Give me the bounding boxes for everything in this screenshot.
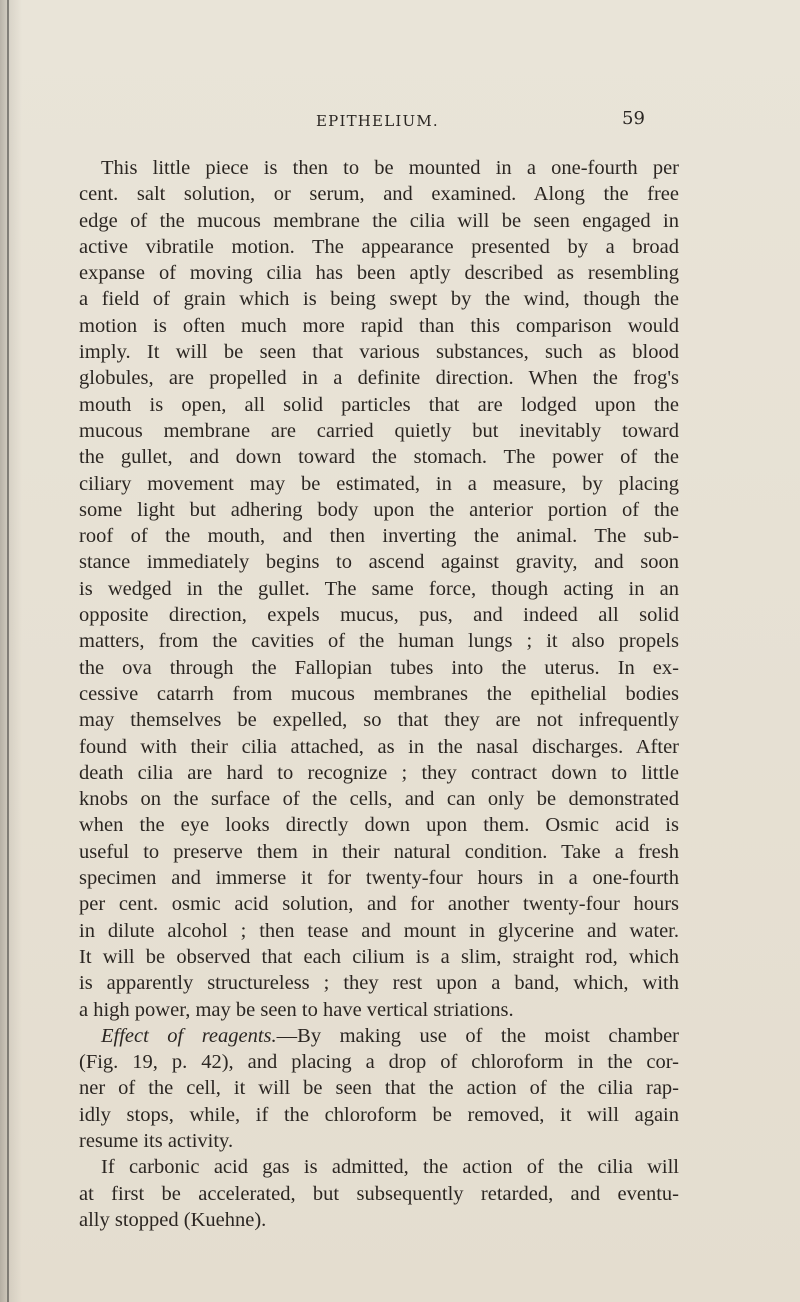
text-line: knobs on the surface of the cells, and can only be demonstrated: [79, 788, 679, 811]
page-number: 59: [622, 108, 645, 129]
text-line: mouth is open, all solid particles that are lodged upon the: [79, 393, 679, 416]
text-line: resume its activity.: [79, 1129, 234, 1152]
text-line: ally stopped (Kuehne).: [79, 1208, 267, 1231]
text-line: is wedged in the gullet. The same force, though acting in an: [79, 577, 679, 600]
text-line: is apparently structureless ; they rest upon a band, which, with: [79, 972, 679, 995]
text-line: imply. It will be seen that various substances, such as blood: [79, 341, 679, 364]
text-line: some light but adhering body upon the anterior portion of the: [79, 498, 679, 521]
text-line: (Fig. 19, p. 42), and placing a drop of chloroform in the cor-: [79, 1051, 679, 1074]
text-line: stance immediately begins to ascend against gravity, and soon: [79, 551, 679, 574]
text-line: in dilute alcohol ; then tease and mount in glycerine and water.: [79, 919, 679, 942]
text-line: opposite direction, expels mucus, pus, and indeed all solid: [79, 604, 679, 627]
paragraph-ciliary-motion: [79, 155, 679, 1023]
text-line: If carbonic acid gas is admitted, the action of the cilia will: [101, 1156, 679, 1179]
text-line: active vibratile motion. The appearance presented by a broad: [79, 235, 679, 258]
section-heading-italic: Effect of reagents.: [101, 1024, 277, 1047]
text-line: motion is often much more rapid than this comparison would: [79, 314, 679, 337]
text-line: when the eye looks directly down upon them. Osmic acid is: [79, 814, 679, 837]
text-line: It will be observed that each cilium is a slim, straight rod, which: [79, 945, 679, 968]
text-line: [79, 1023, 679, 1049]
text-line: the ova through the Fallopian tubes into the uterus. In ex-: [79, 656, 679, 679]
paragraph-carbonic-acid: [79, 1154, 679, 1233]
text-line: found with their cilia attached, as in the nasal discharges. After: [79, 735, 679, 758]
text-line: globules, are propelled in a definite direction. When the frog's: [79, 367, 679, 390]
text-line: mucous membrane are carried quietly but inevitably toward: [79, 419, 679, 442]
text-line: This little piece is then to be mounted in a one-fourth per: [101, 157, 679, 179]
text-line: may themselves be expelled, so that they are not infrequently: [79, 709, 679, 732]
text-line: useful to preserve them in their natural condition. Take a fresh: [79, 840, 679, 863]
text-line: death cilia are hard to recognize ; they contract down to little: [79, 761, 679, 784]
text-line: edge of the mucous membrane the cilia will be seen engaged in: [79, 209, 679, 232]
text-line: at first be accelerated, but subsequently retarded, and eventu-: [79, 1182, 679, 1205]
page-header: [0, 108, 800, 138]
text-line: the gullet, and down toward the stomach. The power of the: [79, 446, 679, 469]
text-line: idly stops, while, if the chloroform be removed, it will again: [79, 1103, 679, 1126]
text-line: ner of the cell, it will be seen that the action of the cilia rap-: [79, 1077, 679, 1100]
text-line: a high power, may be seen to have vertical striations.: [79, 998, 514, 1021]
text-run: —By making use of the moist chamber: [276, 1024, 680, 1047]
text-line: cessive catarrh from mucous membranes the epithelial bodies: [79, 682, 679, 705]
body-text: [79, 155, 679, 1233]
text-line: roof of the mouth, and then inverting the animal. The sub-: [79, 525, 679, 548]
text-line: a field of grain which is being swept by the wind, though the: [79, 288, 679, 311]
running-head: EPITHELIUM.: [316, 112, 439, 130]
text-line: cent. salt solution, or serum, and examined. Along the free: [79, 183, 679, 206]
text-line: per cent. osmic acid solution, and for another twenty-four hours: [79, 893, 679, 916]
paragraph-effect-of-reagents: [79, 1023, 679, 1154]
text-line: ciliary movement may be estimated, in a measure, by placing: [79, 472, 679, 495]
binding-edge: [7, 0, 9, 1302]
text-line: matters, from the cavities of the human lungs ; it also propels: [79, 630, 679, 653]
text-line: expanse of moving cilia has been aptly described as resembling: [79, 262, 679, 285]
text-line: specimen and immerse it for twenty-four hours in a one-fourth: [79, 867, 679, 890]
